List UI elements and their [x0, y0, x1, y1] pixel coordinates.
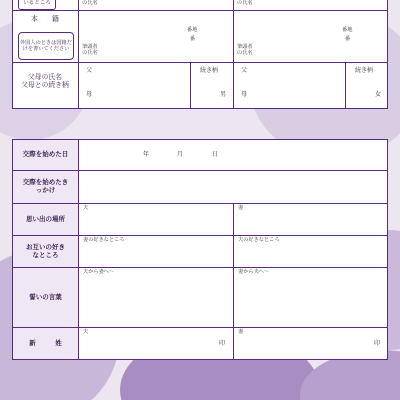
likes-label: お互いの好きなところ	[13, 236, 78, 267]
husband-relation-label: 続き柄	[200, 67, 219, 74]
start-date-label: 交際を始めた日	[13, 140, 78, 170]
residence-label: いるところ	[18, 0, 56, 10]
day-label: 日	[212, 151, 219, 158]
husband-banchi: 番地	[187, 27, 198, 33]
relationship-form	[12, 139, 388, 360]
month-label: 月	[177, 151, 184, 158]
husband-likes-caption: 夫の好きなところ	[238, 237, 280, 243]
husband-seal: 印	[219, 340, 226, 347]
surname-wife-caption: 妻	[238, 329, 244, 335]
trigger-field[interactable]	[79, 171, 387, 203]
year-label: 年	[143, 151, 150, 158]
husband-mother-label: 母	[86, 91, 93, 98]
new-surname-label: 新 姓	[13, 328, 78, 359]
parents-label: 父母の氏名 父母との続き柄	[21, 72, 69, 89]
wife-father-label: 父	[241, 67, 248, 74]
foreign-note: 外国人のときは国籍だけを書いてください	[18, 32, 74, 60]
husband-head-caption: 筆頭者 の氏名	[82, 44, 98, 56]
upper-form-section	[12, 0, 388, 109]
husband-name-caption: の氏名	[82, 0, 98, 6]
wife-banchi: 番地	[342, 27, 353, 33]
husband-father-label: 父	[86, 67, 93, 74]
surname-husband-caption: 夫	[83, 329, 89, 335]
wife-head-caption: 筆頭者 の氏名	[237, 44, 253, 56]
wife-likes-caption: 妻の好きなところ	[83, 237, 125, 243]
vow-from-wife-caption: 妻から夫へ～	[238, 269, 270, 275]
start-date-field[interactable]	[79, 140, 387, 170]
memory-place-label: 思い出の場所	[13, 204, 78, 235]
vow-from-husband-caption: 夫から妻へ～	[83, 269, 115, 275]
husband-ban: 番	[190, 36, 196, 42]
wife-relation-label: 続き柄	[355, 67, 374, 74]
wife-relation-value: 女	[375, 91, 382, 98]
memory-wife-caption: 妻	[238, 205, 244, 211]
husband-relation-value: 男	[220, 91, 227, 98]
trigger-label: 交際を始めたきっかけ	[13, 171, 78, 203]
wife-seal: 印	[374, 340, 381, 347]
wife-ban: 番	[345, 36, 351, 42]
vow-label: 誓いの言葉	[13, 268, 78, 327]
wife-mother-label: 母	[241, 91, 248, 98]
honseki-label: 本 籍	[31, 14, 59, 23]
wife-name-caption: の氏名	[237, 0, 253, 6]
memory-husband-caption: 夫	[83, 205, 89, 211]
